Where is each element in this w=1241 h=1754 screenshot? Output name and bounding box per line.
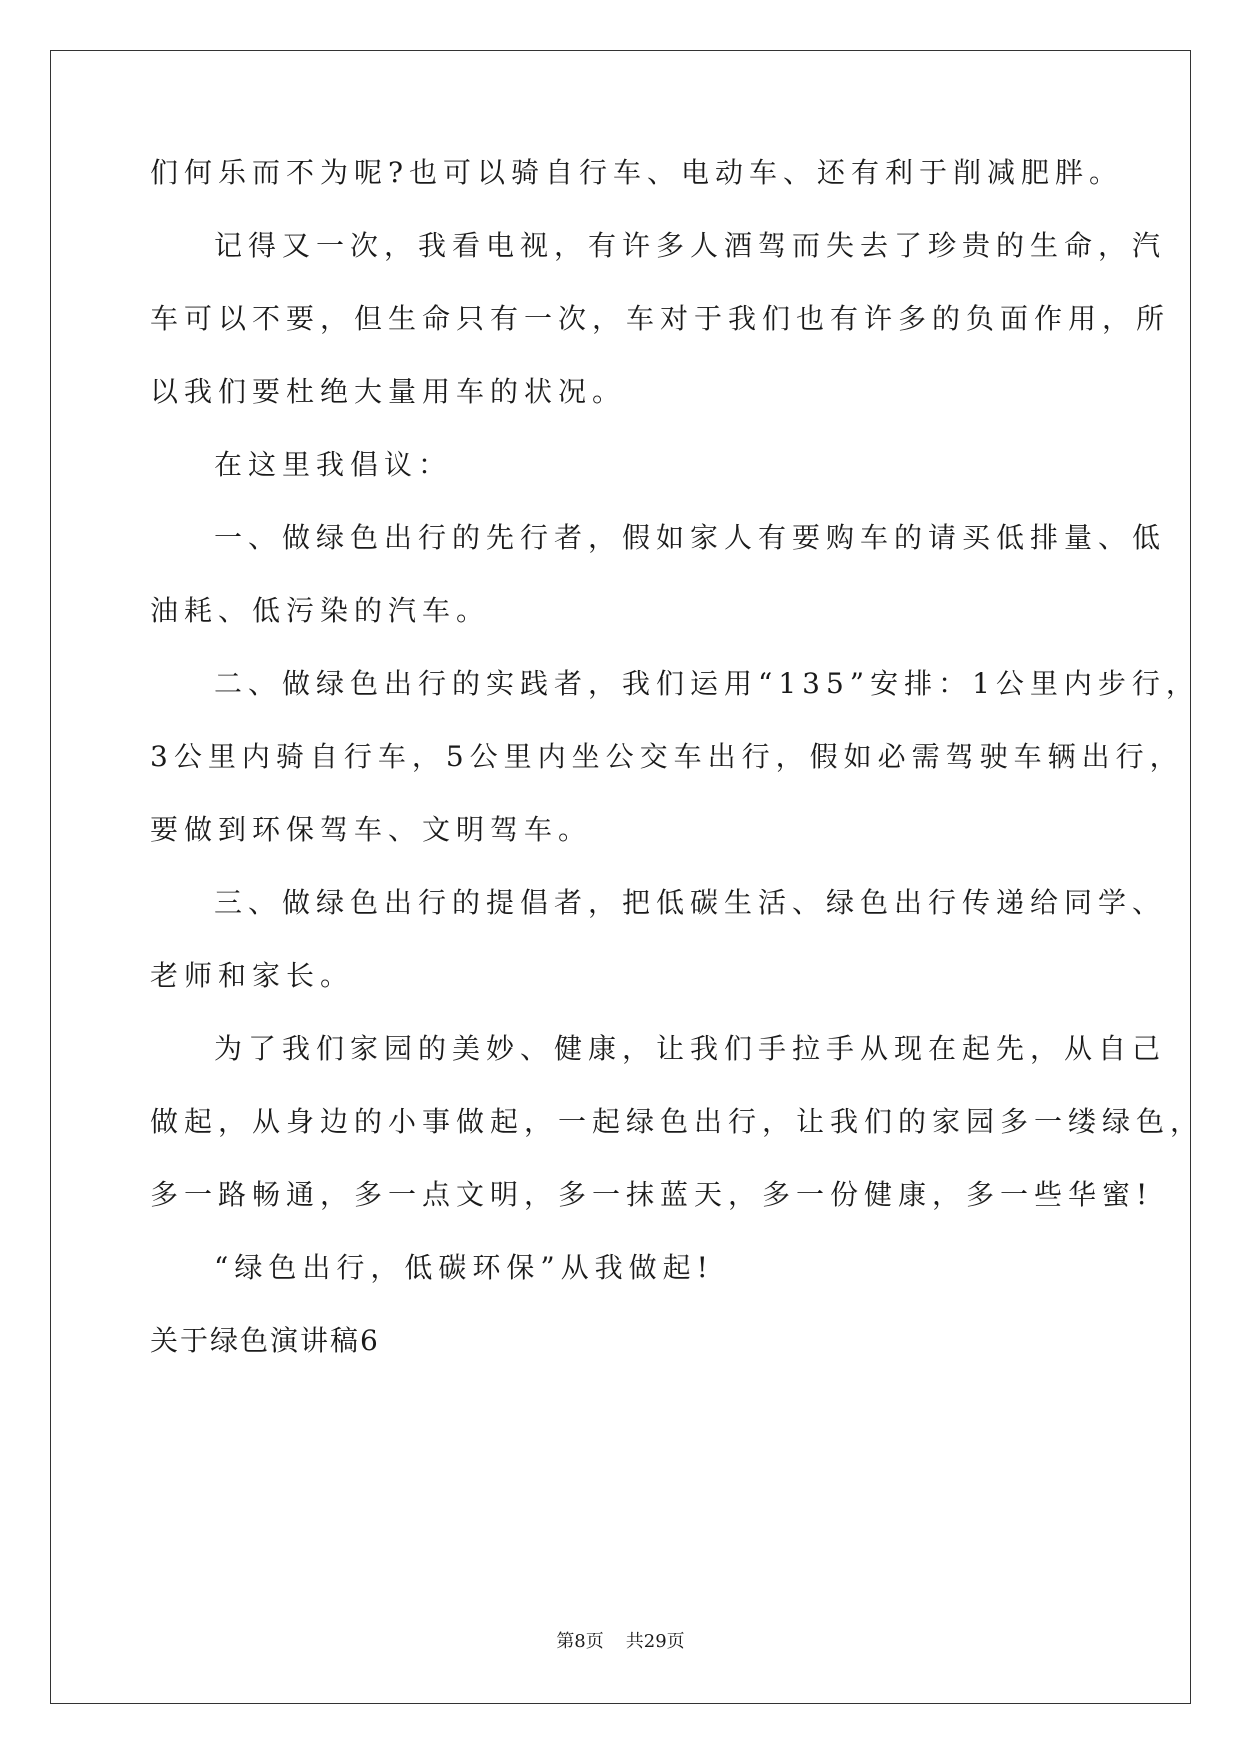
page-number: 第8页: [556, 1631, 604, 1652]
paragraph-line: “绿色出行，低碳环保”从我做起!: [214, 1251, 714, 1284]
paragraph-line: 3公里内骑自行车，5公里内坐公交车出行，假如必需驾驶车辆出行，: [150, 740, 1184, 773]
paragraph-line: 老师和家长。: [150, 959, 355, 992]
page-border: [50, 50, 1191, 1704]
paragraph-line: 在这里我倡议：: [214, 448, 453, 481]
paragraph-line: 车可以不要，但生命只有一次，车对于我们也有许多的负面作用，所: [150, 302, 1171, 335]
paragraph-line: 一、做绿色出行的先行者，假如家人有要购车的请买低排量、低: [214, 521, 1167, 554]
paragraph-line: 多一路畅通，多一点文明，多一抹蓝天，多一份健康，多一些华蜜!: [150, 1178, 1154, 1211]
paragraph-line: 做起，从身边的小事做起，一起绿色出行，让我们的家园多一缕绿色，: [150, 1105, 1205, 1138]
paragraph-line: 为了我们家园的美妙、健康，让我们手拉手从现在起先，从自己: [214, 1032, 1167, 1065]
paragraph-line: 二、做绿色出行的实践者，我们运用“135”安排：1公里内步行，: [214, 667, 1200, 700]
paragraph-line: 记得又一次，我看电视，有许多人酒驾而失去了珍贵的生命，汽: [214, 229, 1167, 262]
paragraph-line: 油耗、低污染的汽车。: [150, 594, 491, 627]
paragraph-line: 三、做绿色出行的提倡者，把低碳生活、绿色出行传递给同学、: [214, 886, 1167, 919]
paragraph-line: 要做到环保驾车、文明驾车。: [150, 813, 593, 846]
paragraph-line: 们何乐而不为呢?也可以骑自行车、电动车、还有利于削减肥胖。: [150, 156, 1124, 189]
section-heading: 关于绿色演讲稿6: [150, 1324, 380, 1357]
paragraph-line: 以我们要杜绝大量用车的状况。: [150, 375, 627, 408]
page-total: 共29页: [625, 1631, 685, 1652]
page-footer: [0, 1631, 1241, 1653]
